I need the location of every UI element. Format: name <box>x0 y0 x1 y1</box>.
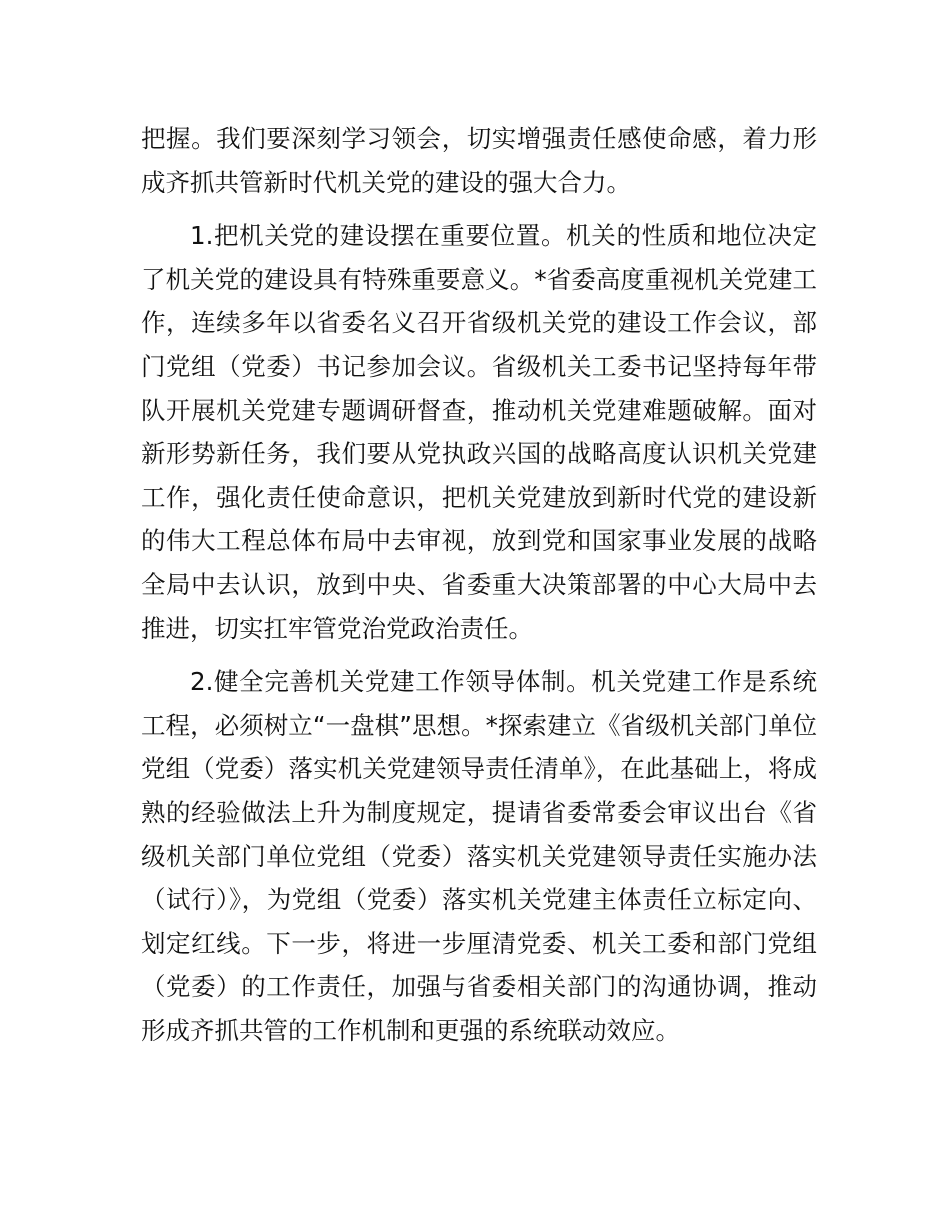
paragraph-section-1: 1.把机关党的建设摆在重要位置。机关的性质和地位决定了机关党的建设具有特殊重要意义。*省委高度重视机关党建工作，连续多年以省委名义召开省级机关党的建设工作会议，部门党组（党委）书记参加会议。省级机关工委书记坚持每年带队开展机关党建专题调研督查，推动机关党建难题破解。面对新形势新任务，我们要从党执政兴国的战略高度认识机关党建工作，强化责任使命意识，把机关党建放到新时代党的建设新的伟大工程总体布局中去审视，放到党和国家事业发展的战略全局中去认识，放到中央、省委重大决策部署的中心大局中去推进，切实扛牢管党治党政治责任。 <box>141 221 817 643</box>
document-body <box>141 117 817 1062</box>
paragraph-section-2: 2.健全完善机关党建工作领导体制。机关党建工作是系统工程，必须树立“一盘棋”思想。*探索建立《省级机关部门单位党组（党委）落实机关党建领导责任清单》，在此基础上，将成熟的经验做法上升为制度规定，提请省委常委会审议出台《省级机关部门单位党组（党委）落实机关党建领导责任实施办法（试行）》，为党组（党委）落实机关党建主体责任立标定向、划定红线。下一步，将进一步厘清党委、机关工委和部门党组（党委）的工作责任，加强与省委相关部门的沟通协调，推动形成齐抓共管的工作机制和更强的系统联动效应。 <box>141 667 817 1045</box>
paragraph-continuation: 把握。我们要深刻学习领会，切实增强责任感使命感，着力形成齐抓共管新时代机关党的建设的强大合力。 <box>141 124 817 197</box>
